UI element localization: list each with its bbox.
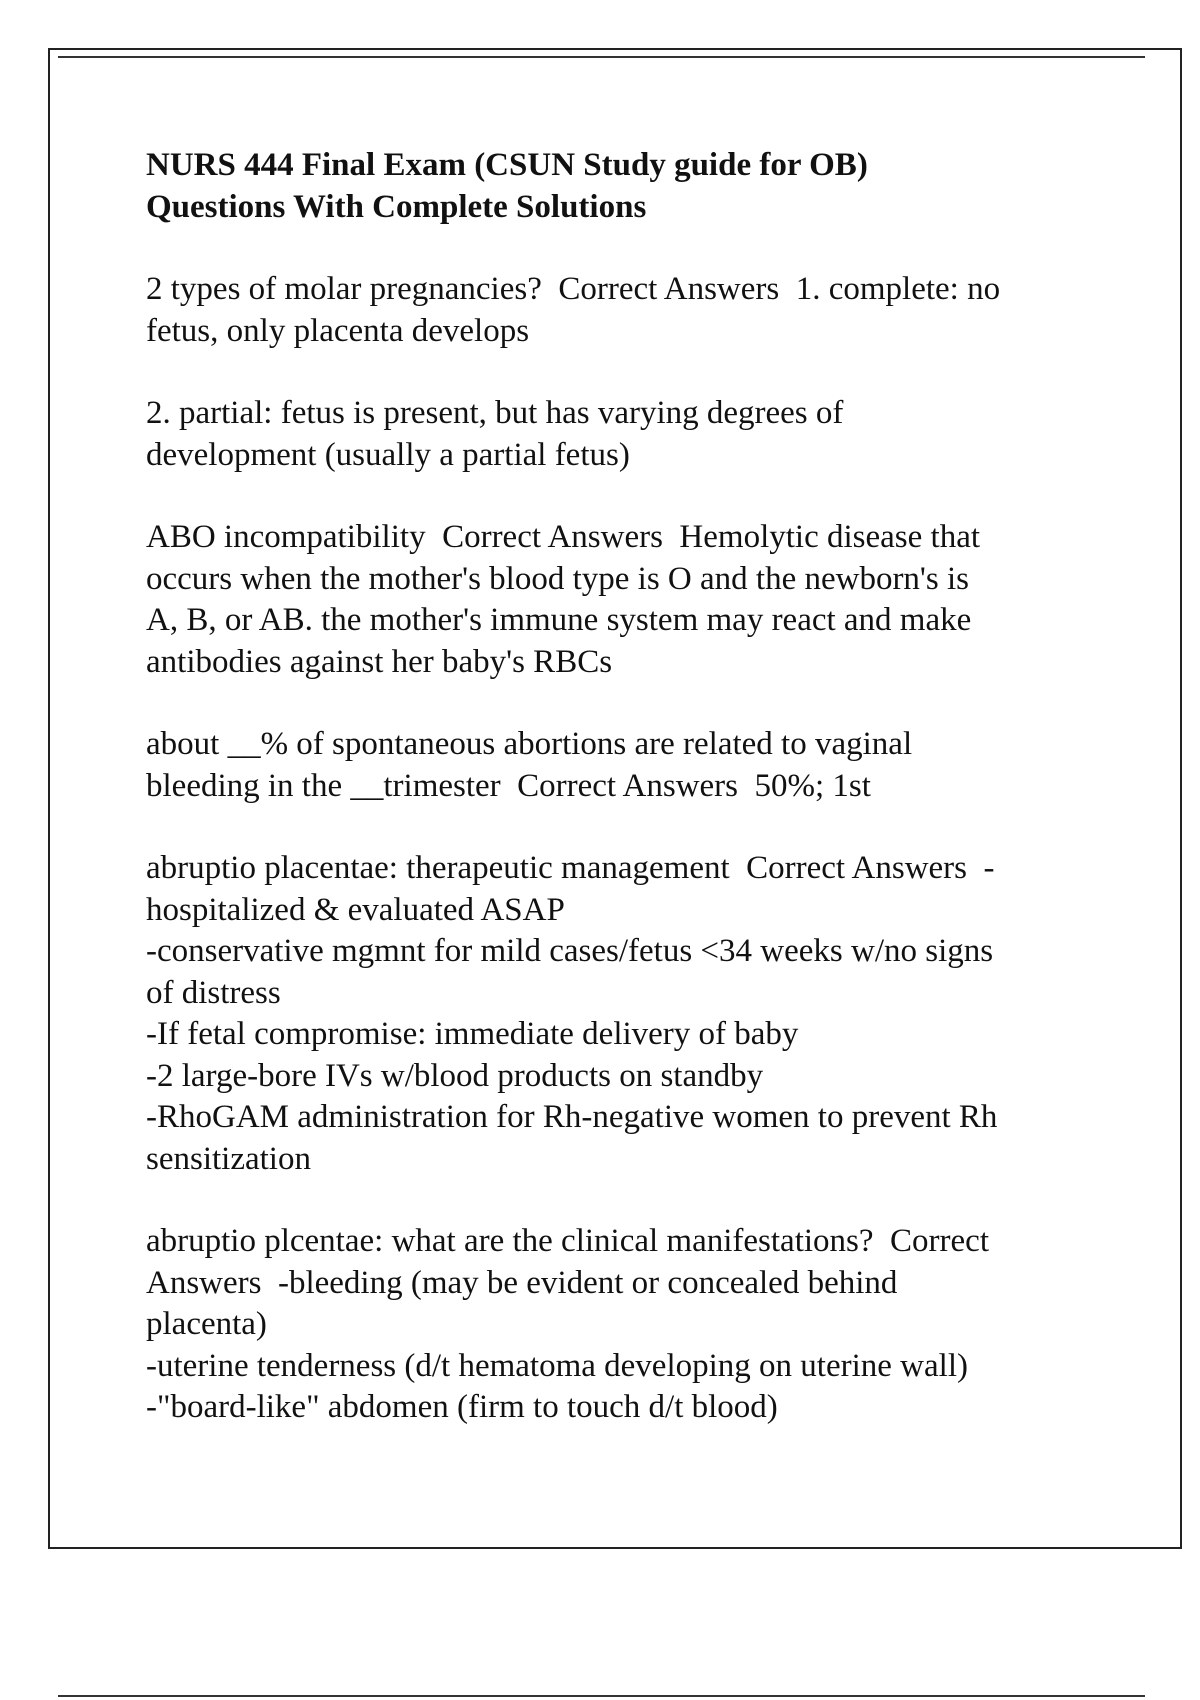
entry-line: hospitalized & evaluated ASAP [146,891,565,928]
entry-line: about __% of spontaneous abortions are related to vaginal [146,726,913,762]
entry-line: bleeding in the __trimester Correct Answers 50%; 1st [146,767,871,804]
qa-entry-molar-types [146,269,1106,352]
entry-line: development (usually a partial fetus) [146,436,630,473]
next-page-top-rule [58,1695,1145,1697]
qa-entry-abo-incompatibility [146,517,1106,683]
entry-line: fetus, only placenta develops [146,312,530,349]
entry-line: Answers -bleeding (may be evident or concealed behind [146,1264,898,1301]
entry-line: 2 types of molar pregnancies? Correct Answers 1. complete: no [146,271,1001,307]
entry-line: placenta) [146,1306,267,1342]
entry-line: -2 large-bore IVs w/blood products on standby [146,1057,764,1094]
title-line: NURS 444 Final Exam (CSUN Study guide for OB) [146,147,868,183]
entry-line: 2. partial: fetus is present, but has varying degrees of [146,395,844,431]
entry-line: -If fetal compromise: immediate delivery of baby [146,1016,799,1052]
entry-line: -"board-like" abdomen (firm to touch d/t blood) [146,1389,778,1425]
entry-line: abruptio plcentae: what are the clinical manifestations? Correct [146,1223,989,1259]
entry-line: -conservative mgmnt for mild cases/fetus <34 weeks w/no signs [146,933,994,969]
qa-entry-spontaneous-abortions [146,724,1106,807]
entry-line: sensitization [146,1140,311,1177]
entry-line: -uterine tenderness (d/t hematoma developing on uterine wall) [146,1347,968,1384]
qa-entry-partial-molar [146,393,1106,476]
entry-line: occurs when the mother's blood type is O and the newborn's is [146,560,969,597]
entry-line: abruptio placentae: therapeutic management Correct Answers - [146,850,995,886]
entry-line: ABO incompatibility Correct Answers Hemolytic disease that [146,519,981,555]
qa-entry-abruptio-management [146,848,1106,1180]
document-body [146,145,1106,1470]
document-title [146,145,1106,228]
entry-line: -RhoGAM administration for Rh-negative women to prevent Rh [146,1099,998,1135]
qa-entry-abruptio-manifestations [146,1221,1106,1429]
entry-line: antibodies against her baby's RBCs [146,643,613,680]
entry-line: of distress [146,974,281,1011]
entry-line: A, B, or AB. the mother's immune system may react and make [146,602,972,638]
title-line: Questions With Complete Solutions [146,188,647,225]
